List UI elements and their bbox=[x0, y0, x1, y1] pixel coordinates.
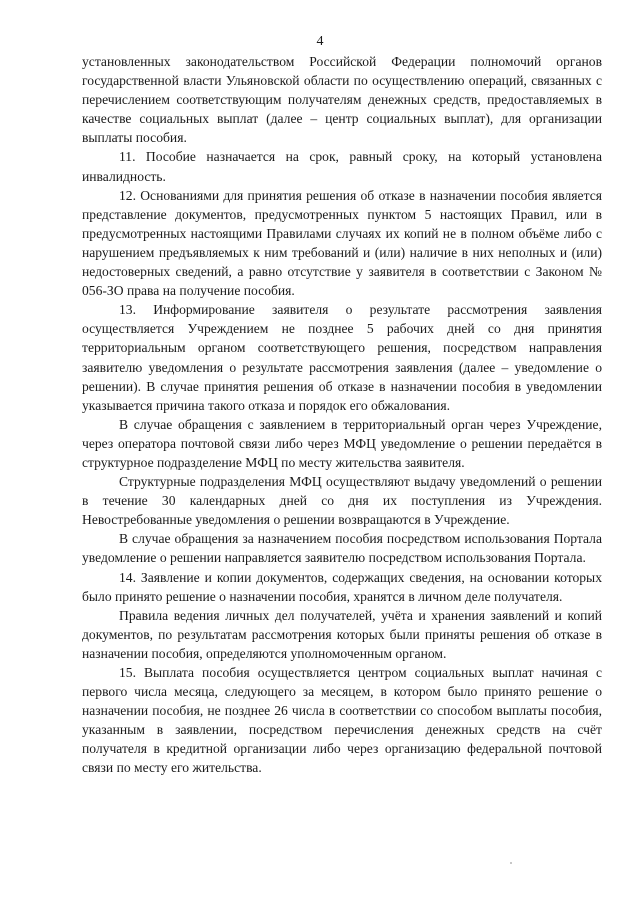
paragraph-15: 15. Выплата пособия осуществляется центром социальных выплат начиная с первого числа месяца, следующего за месяцем, в котором было принято решение о назначении пособия, не позднее 26 числа в соответствии со способом выплаты пособия, указанным в заявлении, посредством перечисления денежных средств на счёт получателя в кредитной организации либо через организацию федеральной почтовой связи по месту его жительства. bbox=[82, 665, 602, 776]
paragraph-14-rules: Правила ведения личных дел получателей, учёта и хранения заявлений и копий документов, по результатам рассмотрения которых были приняты решения об отказе в назначении пособия, определяются уполномоченным органом. bbox=[82, 607, 602, 661]
paragraph-13-portal: В случае обращения за назначением пособия посредством использования Портала уведомление о решении направляется заявителю посредством использования Портала. bbox=[82, 531, 602, 566]
page-number: 4 bbox=[316, 34, 324, 49]
paragraph-14: 14. Заявление и копии документов, содержащих сведения, на основании которых было принято решение о назначении пособия, хранятся в личном деле получателя. bbox=[82, 569, 602, 604]
paragraph-continuation: установленных законодательством Российской Федерации полномочий органов государственной власти Ульяновской области по осуществлению операций, связанных с перечислением соответствующим получателям денежных средств, предоставляемых в качестве социальных выплат (далее – центр социальных выплат), для организации выплаты пособия. bbox=[82, 54, 602, 146]
paragraph-11: 11. Пособие назначается на срок, равный сроку, на который установлена инвалидность. bbox=[82, 149, 602, 184]
paragraph-13-mfc-delivery: В случае обращения с заявлением в территориальный орган через Учреждение, через оператора почтовой связи либо через МФЦ уведомление о решении передаётся в структурное подразделение МФЦ по месту жительства заявителя. bbox=[82, 416, 602, 470]
document-body bbox=[82, 52, 602, 778]
paragraph-13: 13. Информирование заявителя о результате рассмотрения заявления осуществляется Учреждением не позднее 5 рабочих дней со дня принятия территориальным органом соответствующего решения, посредством направления заявителю уведомления о результате рассмотрения заявления (далее – уведомление о решении). В случае принятия решения об отказе в назначении пособия в уведомлении указывается причина такого отказа и порядок его обжалования. bbox=[82, 302, 602, 413]
paragraph-12: 12. Основаниями для принятия решения об отказе в назначении пособия является представление документов, предусмотренных пунктом 5 настоящих Правил, или в предусмотренных настоящими Правилами случаях их копий не в полном объёме либо с нарушением предъявляемых к ним требований и (или) наличие в них неполных и (или) недостоверных сведений, а равно отсутствие у заявителя в соответствии с Законом № 056-ЗО права на получение пособия. bbox=[82, 187, 602, 299]
scan-speck bbox=[510, 862, 512, 864]
paragraph-13-mfc-issuance: Структурные подразделения МФЦ осуществляют выдачу уведомлений о решении в течение 30 календарных дней со дня их поступления из Учреждения. Невостребованные уведомления о решении возвращаются в Учреждение. bbox=[82, 474, 602, 528]
